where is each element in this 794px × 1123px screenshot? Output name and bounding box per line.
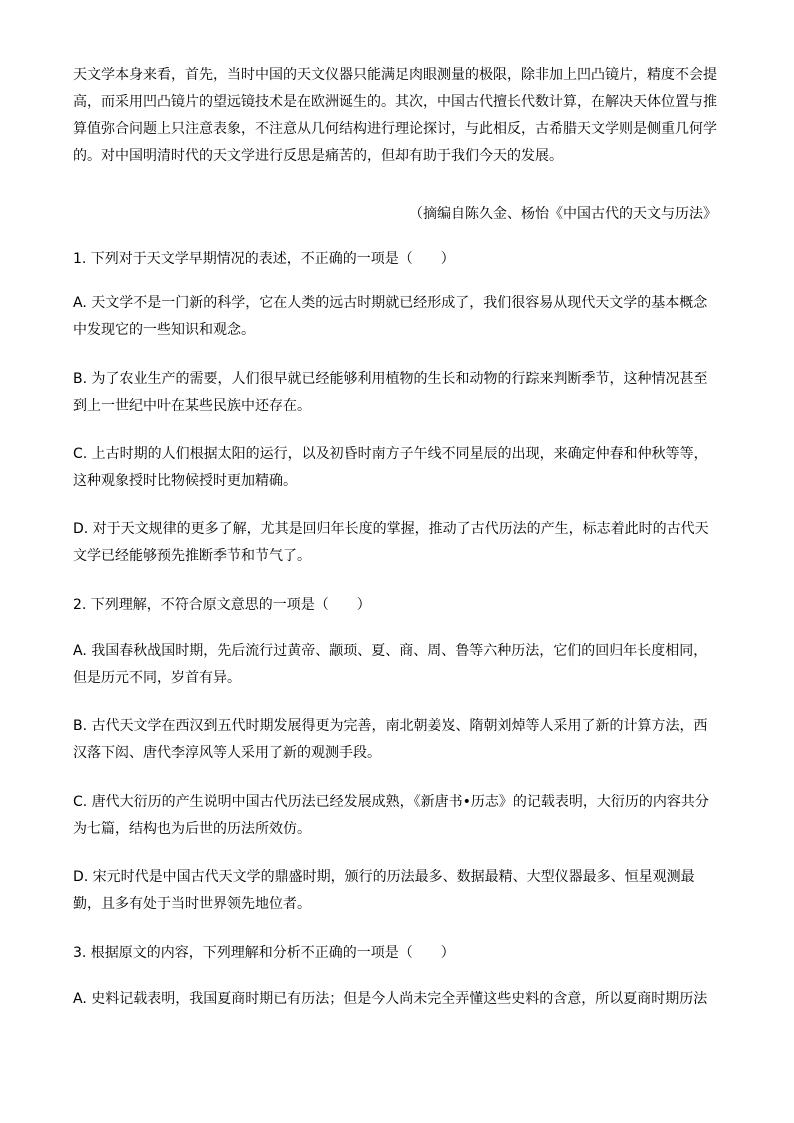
passage-line: 高，而采用凹凸镜片的望远镜技术是在欧洲诞生的。其次，中国古代擅长代数计算，在解决天体位置与推 — [73, 94, 717, 110]
question-option — [73, 789, 721, 843]
option-line: C. 上古时期的人们根据太阳的运行，以及初昏时南方子午线不同星辰的出现，来确定仲春和仲秋等等， — [73, 446, 708, 462]
option-line: 到上一世纪中叶在某些民族中还存在。 — [73, 398, 311, 414]
option-line: D. 宋元时代是中国古代天文学的鼎盛时期，颁行的历法最多、数据最精、大型仪器最多、恒星观测最 — [73, 869, 695, 885]
passage-line: 天文学本身来看，首先，当时中国的天文仪器只能满足肉眼测量的极限，除非加上凹凸镜片，精度不会提 — [73, 67, 717, 83]
option-line: 为七篇，结构也为后世的历法所效仿。 — [73, 821, 311, 837]
question-option — [73, 638, 721, 692]
passage-citation: （摘编自陈久金、杨怡《中国古代的天文与历法》 — [409, 206, 717, 222]
question-option — [73, 290, 721, 344]
option-line: C. 唐代大衍历的产生说明中国古代历法已经发展成熟，《新唐书•历志》的记载表明，大衍历的内容共分 — [73, 794, 709, 810]
option-line: D. 对于天文规律的更多了解，尤其是回归年长度的掌握，推动了古代历法的产生，标志着此时的古代天 — [73, 521, 709, 537]
option-line: A. 我国春秋战国时期，先后流行过黄帝、颛顼、夏、商、周、鲁等六种历法，它们的回归年长度相同， — [73, 643, 708, 659]
question-stem: 2. 下列理解，不符合原文意思的一项是（ ） — [73, 597, 371, 613]
option-line: A. 天文学不是一门新的科学，它在人类的远古时期就已经形成了，我们很容易从现代天文学的基本概念 — [73, 295, 708, 311]
option-line: 汉落下闳、唐代李淳风等人采用了新的观测手段。 — [73, 745, 381, 761]
question-stem: 1. 下列对于天文学早期情况的表述，不正确的一项是（ ） — [73, 251, 455, 267]
question-option — [73, 713, 721, 767]
option-line: A. 史料记载表明，我国夏商时期已有历法；但是今人尚未完全弄懂这些史料的含意，所以夏商时期历法 — [73, 991, 708, 1007]
question-option — [73, 366, 721, 420]
option-line: 文学已经能够预先推断季节和节气了。 — [73, 548, 311, 564]
question-option — [73, 986, 721, 1013]
question-option — [73, 441, 721, 495]
question-option — [73, 864, 721, 918]
option-line: B. 古代天文学在西汉到五代时期发展得更为完善，南北朝姜岌、隋朝刘焯等人采用了新的计算方法，西 — [73, 718, 708, 734]
passage-line: 算值弥合问题上只注意表象，不注意从几何结构进行理论探讨，与此相反，古希腊天文学则是侧重几何学 — [73, 121, 717, 137]
option-line: 这种观象授时比物候授时更加精确。 — [73, 473, 297, 489]
option-line: 勤，且多有处于当时世界领先地位者。 — [73, 896, 311, 912]
question-stem: 3. 根据原文的内容，下列理解和分析不正确的一项是（ ） — [73, 945, 455, 961]
passage-paragraph — [73, 62, 721, 170]
option-line: B. 为了农业生产的需要，人们很早就已经能够利用植物的生长和动物的行踪来判断季节，这种情况甚至 — [73, 371, 708, 387]
option-line: 但是历元不同，岁首有异。 — [73, 670, 241, 686]
option-line: 中发现它的一些知识和观念。 — [73, 322, 255, 338]
question-option — [73, 516, 721, 570]
passage-line: 的。对中国明清时代的天文学进行反思是痛苦的，但却有助于我们今天的发展。 — [73, 148, 563, 164]
